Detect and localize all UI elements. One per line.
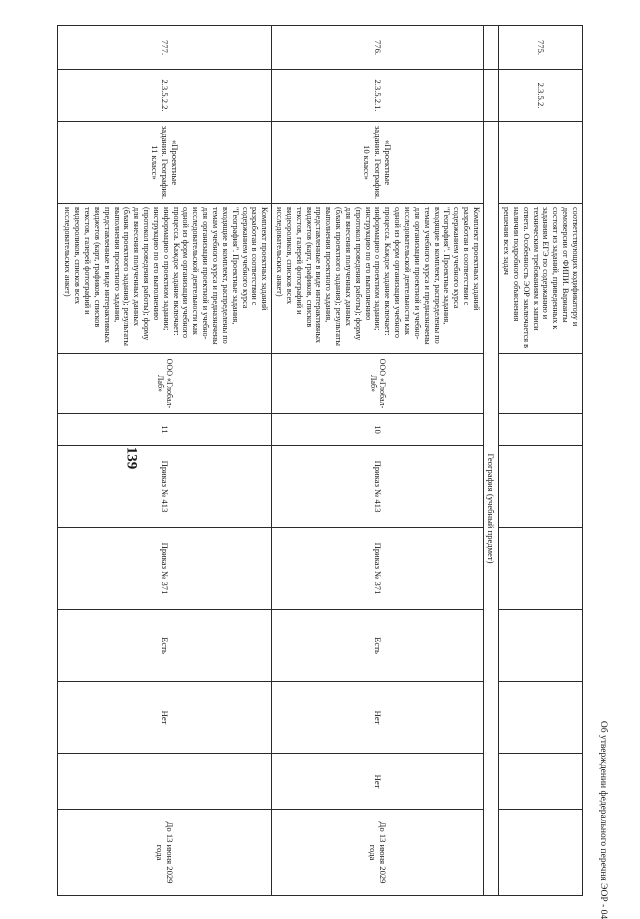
row-col-b	[499, 682, 583, 754]
row-col-a: Есть	[272, 610, 484, 682]
row-org: ООО «Глобал-Лаб»	[272, 354, 484, 414]
section-heading-row	[483, 26, 498, 896]
row-col-a	[499, 610, 583, 682]
row-description: соответствующих кодификатору и демоверсии от ФИПИ. Варианты состоят из заданий, приведенных к заданиям ЕГЭ по содержанию и техническим требованиям к записи ответа. Особенность ЭОР заключается в наличии подробного объяснения решения всех задач	[499, 204, 583, 354]
row-grade: 10	[272, 414, 484, 446]
row-order2	[499, 528, 583, 610]
row-grade	[499, 414, 583, 446]
heading-spacer	[483, 70, 498, 122]
row-order2: Приказ № 371	[58, 528, 272, 610]
row-deadline: До 13 июня 2029 года	[272, 810, 484, 896]
table-row	[272, 26, 484, 896]
row-name	[499, 122, 583, 204]
row-order1	[499, 446, 583, 528]
row-org	[499, 354, 583, 414]
row-deadline: До 13 июня 2029 года	[58, 810, 272, 896]
row-description: Комплект проектных заданий разработан в соответствии с содержанием учебного курса "География". Проектные задания, входящие в комплект, распределены по темам учебного курса и предназначены для организации проектной и учебно-исследовательской деятельности как одной из форм организации учебного процесса. Каждое задание включает: информацию о проектном задании; инструкцию по его выполнению (протокол проведения работы); форму для внесения полученных данных (бланк проектного задания); результаты выполнения проектного задания, представленные в виде интерактивных виджетов (карт, графиков, списков текстов, галерей фотографий и видеороликов, списков всех исследовательских анкет)	[272, 204, 484, 354]
row-deadline	[499, 810, 583, 896]
row-description: Комплект проектных заданий разработан в соответствии с содержанием учебного курса "География". Проектные задания, входящие в комплект, распределены по темам учебного курса и предназначены для организации проектной и учебно-исследовательской деятельности как одной из форм организации учебного процесса. Каждое задание включает: информацию о проектном задании; инструкцию по его выполнению (протокол проведения работы); форму для внесения полученных данных (бланк проектного задания); результаты выполнения проектного задания, представленные в виде интерактивных виджетов (карт, графиков, списков текстов, галерей фотографий и видеороликов, списков всех исследовательских анкет)	[58, 204, 272, 354]
row-order1: Приказ № 413	[272, 446, 484, 528]
section-heading: География (учебный предмет)	[483, 122, 498, 896]
row-number: 775.	[499, 26, 583, 70]
table-row	[499, 26, 583, 896]
row-col-b: Нет	[272, 682, 484, 754]
row-name: «Проектные задания. География. 11 класс»	[58, 122, 272, 204]
row-col-a: Есть	[58, 610, 272, 682]
row-order2: Приказ № 371	[272, 528, 484, 610]
row-code: 2.3.5.2.1.	[272, 70, 484, 122]
row-col-c: Нет	[272, 754, 484, 810]
row-col-c	[58, 754, 272, 810]
row-grade: 11	[58, 414, 272, 446]
heading-spacer	[483, 26, 498, 70]
row-order1: Приказ № 413	[58, 446, 272, 528]
row-number: 776.	[272, 26, 484, 70]
footer-note: Об утверждении федерального перечня ЭОР - 04	[598, 720, 608, 919]
row-number: 777.	[58, 26, 272, 70]
row-code: 2.3.5.2.	[499, 70, 583, 122]
row-org: ООО «Глобал-Лаб»	[58, 354, 272, 414]
eor-table	[57, 25, 583, 896]
row-name: «Проектные задания. География. 10 класс»	[272, 122, 484, 204]
row-col-c	[499, 754, 583, 810]
rotated-table-container	[63, 25, 583, 895]
page-number: 139	[123, 446, 140, 470]
row-code: 2.3.5.2.2.	[58, 70, 272, 122]
row-col-b: Нет	[58, 682, 272, 754]
table-row	[58, 26, 272, 896]
